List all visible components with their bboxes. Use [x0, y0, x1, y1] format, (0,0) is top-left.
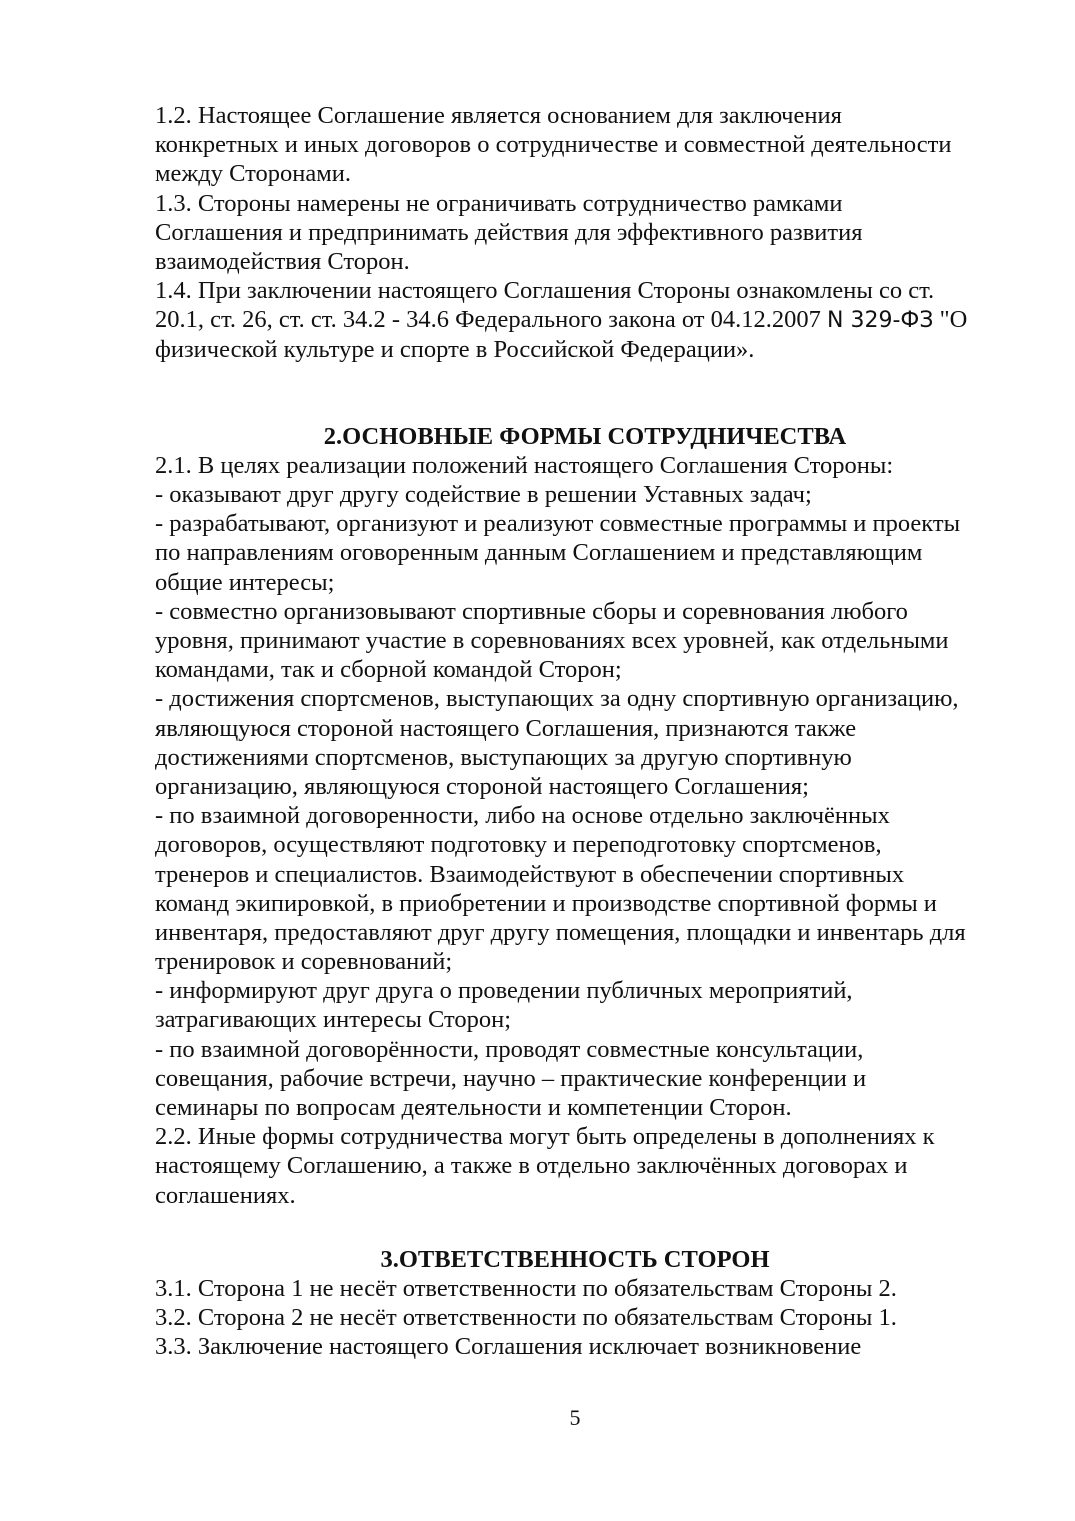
text-line: команд экипировкой, в приобретении и производстве спортивной формы и [155, 889, 937, 917]
text-line: настоящему Соглашению, а также в отдельно заключённых договорах и [155, 1152, 908, 1180]
text-line: достижениями спортсменов, выступающих за другую спортивную [155, 743, 852, 771]
text-line: - совместно организовывают спортивные сборы и соревнования любого [155, 597, 908, 625]
text-line: 3.1. Сторона 1 не несёт ответственности по обязательствам Стороны 2. [155, 1274, 897, 1302]
text-line: 3.2. Сторона 2 не несёт ответственности по обязательствам Стороны 1. [155, 1304, 897, 1332]
text-line: между Сторонами. [155, 160, 352, 188]
text-line: 2.1. В целях реализации положений настоящего Соглашения Стороны: [155, 451, 894, 479]
law-reference-text: 20.1, ст. 26, ст. ст. 34.2 - 34.6 Федерального закона от 04.12.2007 [155, 306, 827, 334]
spacer [155, 364, 1005, 422]
text-line: общие интересы; [155, 568, 335, 596]
text-line: семинары по вопросам деятельности и компетенции Сторон. [155, 1094, 792, 1121]
law-title-start: "О [933, 306, 968, 334]
text-line: организацию, являющуюся стороной настоящего Соглашения; [155, 772, 809, 800]
text-line: являющуюся стороной настоящего Соглашения, признаются также [155, 714, 857, 742]
section-heading-3: 3.ОТВЕТСТВЕННОСТЬ СТОРОН [380, 1245, 770, 1273]
document-body [155, 101, 1005, 1362]
section-heading-2: 2.ОСНОВНЫЕ ФОРМЫ СОТРУДНИЧЕСТВА [323, 422, 847, 450]
text-line: договоров, осуществляют подготовку и переподготовку спортсменов, [155, 831, 882, 859]
text-line: взаимодействия Сторон. [155, 247, 410, 275]
page-number: 5 [569, 1405, 581, 1430]
text-line: конкретных и иных договоров о сотрудничестве и совместной деятельности [155, 131, 952, 159]
text-line: - оказывают друг другу содействие в решении Уставных задач; [155, 481, 812, 509]
text-line: затрагивающих интересы Сторон; [155, 1006, 512, 1034]
text-line: совещания, рабочие встречи, научно – практические конференции и [155, 1064, 867, 1092]
text-line: уровня, принимают участие в соревнованиях всех уровней, как отдельными [155, 627, 949, 654]
text-line: тренировок и соревнований; [155, 948, 453, 976]
law-reference-line [155, 305, 1005, 334]
text-line: физической культуре и спорте в Российской Федерации». [155, 335, 755, 363]
text-line: Соглашения и предпринимать действия для эффективного развития [155, 218, 863, 246]
text-line: 1.3. Стороны намерены не ограничивать сотрудничество рамками [155, 189, 843, 217]
text-line: 2.2. Иные формы сотрудничества могут быть определены в дополнениях к [155, 1123, 935, 1151]
text-line: - разрабатывают, организуют и реализуют совместные программы и проекты [155, 510, 961, 538]
text-line: - по взаимной договоренности, либо на основе отдельно заключённых [155, 802, 890, 830]
text-line: - информируют друг друга о проведении публичных мероприятий, [155, 977, 853, 1005]
text-line: по направлениям оговоренным данным Соглашением и представляющим [155, 539, 923, 567]
text-line: соглашениях. [155, 1181, 296, 1209]
spacer [155, 1210, 1005, 1245]
text-line: тренеров и специалистов. Взаимодействуют в обеспечении спортивных [155, 860, 905, 888]
text-line: командами, так и сборной командой Сторон; [155, 656, 622, 684]
law-number: N 329-ФЗ [827, 308, 934, 334]
text-line: 1.4. При заключении настоящего Соглашения Стороны ознакомлены со ст. [155, 277, 935, 305]
text-line: - достижения спортсменов, выступающих за одну спортивную организацию, [155, 685, 959, 713]
text-line: - по взаимной договорённости, проводят совместные консультации, [155, 1035, 864, 1063]
text-line: 1.2. Настоящее Соглашение является основанием для заключения [155, 102, 842, 129]
text-line: 3.3. Заключение настоящего Соглашения исключает возникновение [155, 1333, 862, 1361]
text-line: инвентаря, предоставляют друг другу помещения, площадки и инвентарь для [155, 918, 966, 946]
